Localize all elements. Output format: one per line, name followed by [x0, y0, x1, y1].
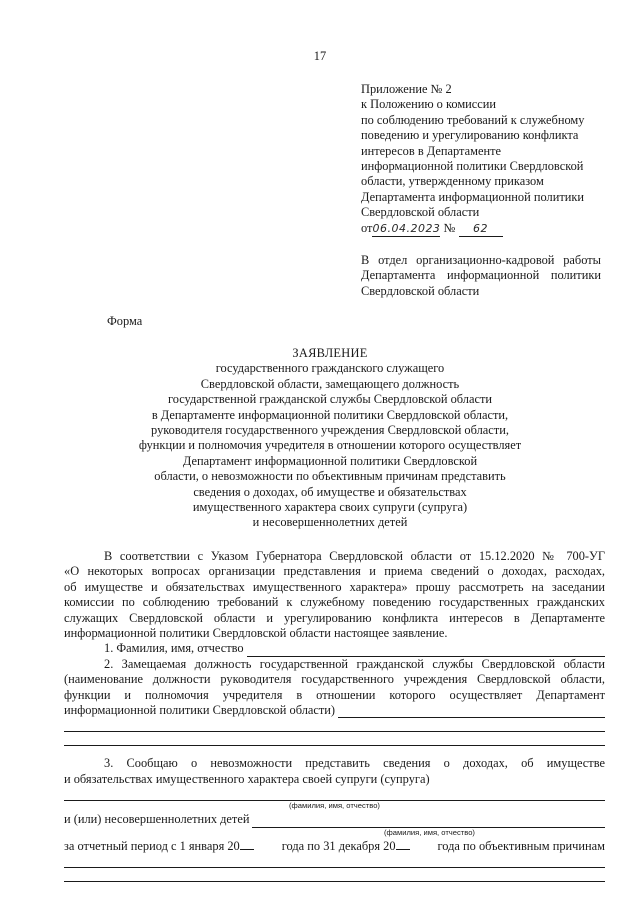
full-name-field[interactable]: [247, 645, 605, 657]
title-line: имущественного характера своих супруги (супруга): [192, 500, 468, 515]
item2-line: информационной политики Свердловской области): [64, 703, 336, 718]
number-prefix: №: [443, 220, 456, 235]
page-number: 17: [313, 49, 327, 63]
title-line: государственной гражданской службы Свердловской области: [167, 392, 493, 407]
title-line: сведения о доходах, об имуществе и обязательствах: [193, 484, 467, 499]
position-field[interactable]: [338, 706, 605, 718]
period-row: [64, 839, 605, 854]
period-year-end-label: года по 31 декабря 20: [281, 838, 396, 853]
reasons-field-line[interactable]: [64, 854, 605, 868]
title-line: функции и полномочия учредителя в отношении которого осуществляет: [138, 438, 522, 453]
appendix-line: по соблюдению требований к служебному: [361, 112, 585, 127]
intro-line: комиссии по соблюдению требований к служебному поведению государственных гражданских: [64, 595, 605, 610]
intro-line: об имуществе и обязательствах имущественного характера» прошу рассмотреть на заседании: [64, 579, 605, 594]
reasons-field-line[interactable]: [64, 868, 605, 882]
position-field-line[interactable]: [64, 718, 605, 732]
title-line: и несовершеннолетних детей: [252, 515, 408, 530]
item3-line: и обязательствах имущественного характера своей супруги (супруга): [64, 771, 430, 786]
period-text-3: года по объективным причинам: [437, 838, 605, 853]
document-title: [120, 346, 540, 531]
title-line: в Департаменте информационной политики Свердловской области,: [151, 407, 509, 422]
item-full-name: [64, 641, 605, 656]
title-line: государственного гражданского служащего: [215, 361, 445, 376]
addressee-line: Департамента информационной политики: [361, 268, 601, 283]
item2-line: 2. Замещаемая должность государственной гражданской службы Свердловской области: [104, 656, 605, 671]
children-row: [64, 812, 605, 827]
form-label: Форма: [107, 314, 143, 328]
position-field-line[interactable]: [64, 732, 605, 746]
appendix-date-line: [361, 221, 623, 237]
children-name-caption: (фамилия, имя, отчество): [384, 827, 475, 837]
spouse-name-caption: (фамилия, имя, отчество): [289, 801, 380, 811]
appendix-block: [361, 82, 623, 237]
item3-line: 3. Сообщаю о невозможности представить сведения о доходах, об имуществе: [104, 756, 605, 771]
appendix-line: Приложение № 2: [361, 82, 452, 96]
addressee-line: Свердловской области: [361, 283, 480, 298]
appendix-line: области, утвержденному приказом: [361, 174, 544, 189]
statement-body: [64, 549, 605, 882]
period-year-end-field[interactable]: [396, 839, 410, 850]
date-prefix: от: [361, 220, 373, 235]
item2-last-row: [64, 703, 605, 718]
item2-line: (наименование должности руководителя государственного учреждения Свердловской области,: [64, 672, 605, 687]
appendix-line: интересов в Департаменте: [361, 143, 501, 158]
appendix-line: Департамента информационной политики: [361, 189, 585, 204]
title-heading: ЗАЯВЛЕНИЕ: [292, 346, 368, 360]
title-line: Свердловской области, замещающего должность: [200, 376, 460, 391]
appendix-line: Свердловской области: [361, 205, 480, 220]
period-year-start-field[interactable]: [240, 839, 254, 850]
item2-line: функции и полномочия учредителя в отношении которого осуществляет Департамент: [64, 687, 605, 702]
intro-line: «О некоторых вопросах организации представления и приема сведений о доходах, расходах,: [64, 564, 605, 579]
item-full-name-label: 1. Фамилия, имя, отчество: [104, 641, 244, 656]
appendix-line: к Положению о комиссии: [361, 97, 497, 112]
intro-line: служащих Свердловской области и урегулированию конфликта интересов в Департаменте: [64, 610, 605, 625]
addressee-line: В отдел организационно-кадровой работы: [361, 253, 601, 267]
period-year-start-label: за отчетный период с 1 января 20: [64, 838, 240, 853]
handwritten-number: 62: [459, 221, 503, 237]
appendix-line: поведению и урегулированию конфликта: [361, 128, 579, 143]
intro-line: В соответствии с Указом Губернатора Свердловской области от 15.12.2020 № 700-УГ: [104, 549, 605, 563]
title-line: области, о невозможности по объективным причинам представить: [154, 469, 506, 484]
children-name-field[interactable]: [252, 816, 605, 828]
addressee-block: [361, 253, 601, 299]
handwritten-date: 06.04.2023: [372, 221, 440, 237]
period-text-1: [64, 839, 254, 854]
title-line: Департамент информационной политики Свердловской: [182, 453, 478, 468]
appendix-line: информационной политики Свердловской: [361, 159, 584, 174]
spouse-name-field[interactable]: [64, 787, 605, 801]
period-text-2: [282, 839, 410, 854]
intro-line: информационной политики Свердловской области настоящее заявление.: [64, 626, 448, 641]
title-line: руководителя государственного учреждения Свердловской области,: [151, 423, 509, 438]
children-label: и (или) несовершеннолетних детей: [64, 812, 250, 827]
